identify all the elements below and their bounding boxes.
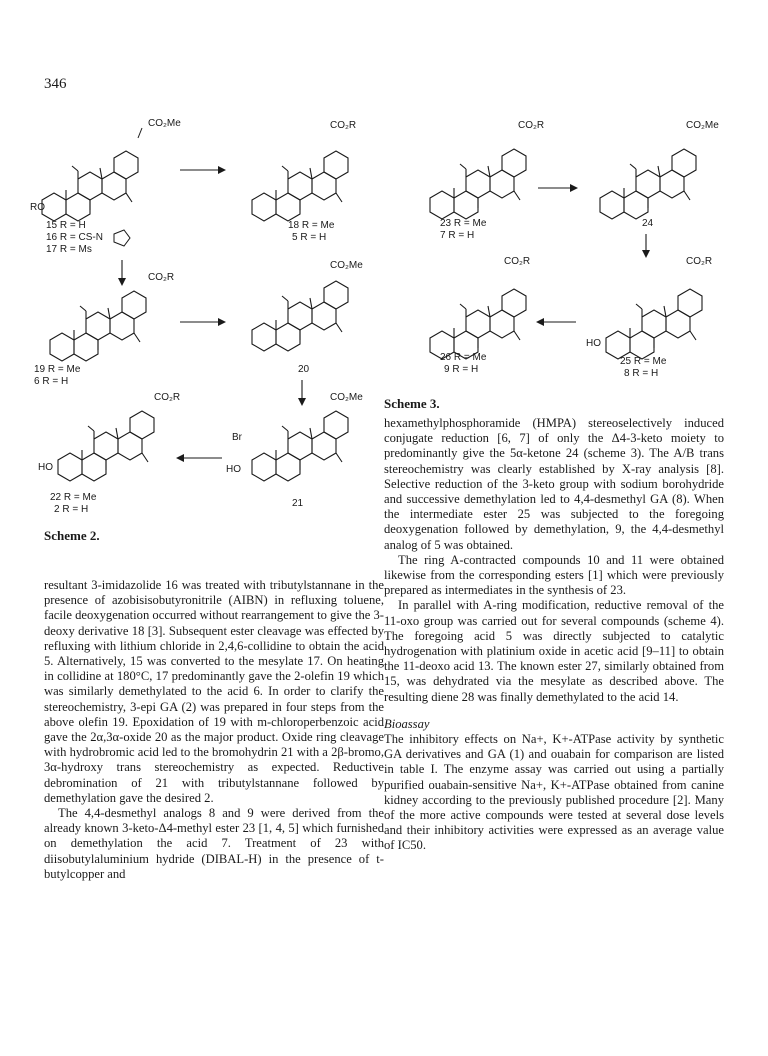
- label-r19: 19 R = Me: [34, 364, 81, 375]
- label-cmpd19: CO₂R: [148, 272, 175, 283]
- label-r25: 25 R = Me: [620, 356, 667, 367]
- left-paragraph-1: resultant 3-imidazolide 16 was treated with tributylstannane in the presence of azobisisobutyronitrile (AIBN) in refluxing toluene, facile deoxygenation occurred without rearrangement to give the 3-deoxy derivative 18 [3]. Subsequent ester cleavage was effected by refluxing with lithium chloride in 2,4,6-collidine to obtain the acid 5. Alternatively, 15 was converted to the mesylate 17. On heating in collidine at 180°C, 17 predominantly gave the 2-olefin 19 which was similarly demethylated to the acid 6. In order to clarify the stereochemistry, 3-epi GA (2) was prepared in four steps from the above olefin 19. Epoxidation of 19 with m-chloroperbenzoic acid gave the 2α,3α-oxide 20 as the major product. Oxide ring cleavage with hydrobromic acid led to the bromohydrin 21 with a 2β-bromo, 3α-hydroxy trans stereochemistry as expected. Reductive debromination of 21 with tributylstannane followed by demethylation gave the desired 2.: [44, 578, 384, 805]
- label-r2: 2 R = H: [54, 504, 89, 515]
- left-paragraph-2: The 4,4-desmethyl analogs 8 and 9 were derived from the already known 3-keto-Δ4-methyl ester 23 [1, 4, 5] which furnished on demethylation the acid 7. Treatment of 23 with diisobutylaluminium hydride (DIBAL-H) in the presence of t-butylcopper and: [44, 806, 384, 881]
- right-paragraph-1: hexamethylphosphoramide (HMPA) stereoselectively induced conjugate reduction [6, 7] of only the Δ4-3-keto moiety to predominantly give the 5α-ketone 24 (scheme 3). The A/B trans stereochemistry was clearly established by X-ray analysis [8]. Selective reduction of the 3-keto group with sodium borohydride and successive demethylation led to 4,4-desmethyl GA (8). When the intermediate ester 25 was subjected to the foregoing deoxygenation followed by demethylation, 9, the 4,4-desmethyl analog of 5 was obtained.: [384, 416, 724, 552]
- right-column: [384, 416, 724, 854]
- label-r5: 5 R = H: [292, 232, 327, 243]
- page-number: 346: [44, 76, 67, 92]
- right-paragraph-3: In parallel with A-ring modification, reductive removal of the 11-oxo group was carried out for several compounds (scheme 4). The foregoing acid 5 was directly subjected to catalytic hydrogenation with platinium oxide in acetic acid [9–11] to obtain the 11-deoxo acid 13. The known ester 27, similarly obtained from 15, was dehydrated via the mesylate as described above. The resulting diene 28 was finally demethylated to the acid 14.: [384, 598, 724, 704]
- label-r18: 18 R = Me: [288, 220, 335, 231]
- scheme-2-caption: Scheme 2.: [44, 528, 100, 543]
- label-r16: 16 R = CS-N: [46, 232, 103, 243]
- label-ho25: HO: [586, 338, 601, 349]
- label-cmpd24: CO₂Me: [686, 120, 719, 131]
- label-ro: RO: [30, 202, 45, 213]
- right-paragraph-2: The ring A-contracted compounds 10 and 11 were obtained likewise from the corresponding esters [1] which were previously prepared as intermediates in the synthesis of 23.: [384, 552, 724, 598]
- label-r9: 9 R = H: [444, 364, 479, 375]
- label-cmpd22: CO₂R: [154, 392, 181, 403]
- label-r8: 8 R = H: [624, 368, 659, 378]
- label-r15: 15 R = H: [46, 220, 86, 231]
- label-ho22: HO: [38, 462, 53, 473]
- right-paragraph-4: The inhibitory effects on Na+, K+-ATPase activity by synthetic GA derivatives and GA (1) and ouabain for comparison are listed in table I. The enzyme assay was carried out using a partially purified ouabain-sensitive Na+, K+-ATPase obtained from canine kidney according to the previously published procedure [2]. Many of the more active compounds were tested at several dose levels and their inhibitory activities were expressed as an average value of IC50.: [384, 732, 724, 853]
- label-r7: 7 R = H: [440, 230, 475, 241]
- label-n24: 24: [642, 218, 654, 229]
- label-br: Br: [232, 432, 242, 443]
- scheme-3-figure: [410, 108, 750, 378]
- bioassay-heading: Bioassay: [384, 716, 430, 731]
- label-cmpd20: CO₂Me: [330, 260, 363, 271]
- label-cmpd15: CO₂Me: [148, 118, 181, 129]
- label-r6: 6 R = H: [34, 376, 69, 387]
- scheme-3-caption: Scheme 3.: [384, 396, 440, 411]
- label-cmpd26: CO₂R: [504, 256, 531, 267]
- label-cmpd23: CO₂R: [518, 120, 545, 131]
- left-column: [44, 578, 384, 882]
- label-n20: 20: [298, 364, 310, 375]
- label-cmpd25: CO₂R: [686, 256, 713, 267]
- scheme-2-figure: [30, 100, 410, 540]
- label-cmpd21: CO₂Me: [330, 392, 363, 403]
- label-n21: 21: [292, 498, 304, 509]
- label-r22: 22 R = Me: [50, 492, 97, 503]
- label-cmpd18: CO₂R: [330, 120, 357, 131]
- label-r26: 26 R = Me: [440, 352, 487, 363]
- label-ho21: HO: [226, 464, 241, 475]
- label-r23: 23 R = Me: [440, 218, 487, 229]
- label-r17: 17 R = Ms: [46, 244, 92, 255]
